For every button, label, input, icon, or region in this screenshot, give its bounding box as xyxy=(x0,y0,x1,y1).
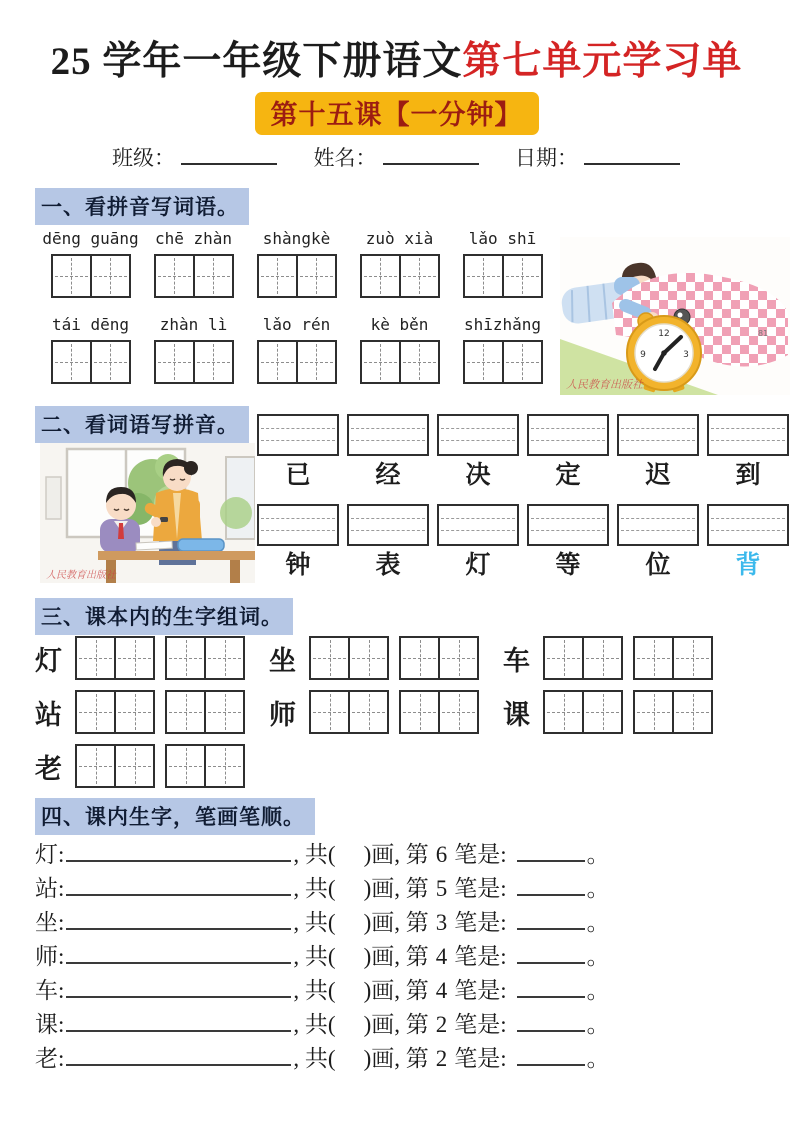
grid-cell xyxy=(672,692,711,732)
pinyin-row-2 xyxy=(42,315,551,384)
pinyin-word-group xyxy=(145,315,242,384)
grid-cell xyxy=(438,692,477,732)
pinyin-box-row-1 xyxy=(257,414,790,494)
text-gong: , 共( xyxy=(293,842,336,867)
answer-blank[interactable] xyxy=(517,958,585,964)
writing-grid[interactable] xyxy=(51,340,131,384)
word-grids xyxy=(75,690,245,734)
date-field xyxy=(515,142,680,172)
pinyin-word-group xyxy=(42,315,139,384)
word-grids xyxy=(75,744,245,788)
stroke-number: 4 xyxy=(435,978,448,1003)
pinyin-write-box[interactable] xyxy=(617,504,699,546)
text-hua-di: )画, 第 xyxy=(363,876,429,901)
text-bishi: 笔是: xyxy=(454,944,507,969)
pinyin-label: lǎo shī xyxy=(468,229,537,248)
colon: : xyxy=(58,1012,65,1037)
stroke-line xyxy=(35,838,775,872)
date-blank[interactable] xyxy=(584,159,680,165)
hanzi-prompt: 车 xyxy=(35,978,58,1003)
hanzi-prompt: 课 xyxy=(35,1012,58,1037)
colon: : xyxy=(58,1046,65,1071)
pinyin-word-group xyxy=(454,315,551,384)
grid-cell xyxy=(167,692,204,732)
period: 。 xyxy=(586,876,610,901)
hanzi-label: 到 xyxy=(735,462,761,489)
pinyin-write-box[interactable] xyxy=(527,414,609,456)
grid-cell xyxy=(296,256,335,296)
word-column xyxy=(347,504,429,584)
stroke-line xyxy=(35,940,775,974)
text-hua-di: )画, 第 xyxy=(363,842,429,867)
hanzi-label: 迟 xyxy=(645,462,671,489)
hanzi-label: 等 xyxy=(555,552,581,579)
page-title xyxy=(0,30,793,86)
section2-heading: 二、看词语写拼音。 xyxy=(35,406,249,443)
text-hua-di: )画, 第 xyxy=(363,1012,429,1037)
stroke-number: 5 xyxy=(435,876,448,901)
writing-grid[interactable] xyxy=(75,690,155,734)
grid-cell xyxy=(53,342,90,382)
period: 。 xyxy=(586,944,610,969)
grid-cell xyxy=(348,692,387,732)
hanzi-label: 灯 xyxy=(465,552,491,579)
hanzi-prompt: 坐 xyxy=(269,645,296,676)
writing-grid[interactable] xyxy=(75,636,155,680)
hanzi-prompt: 站 xyxy=(35,876,58,901)
grid-cell xyxy=(502,342,541,382)
hanzi-label: 钟 xyxy=(285,552,311,579)
grid-cell xyxy=(156,256,193,296)
text-gong: , 共( xyxy=(293,1046,336,1071)
writing-grid[interactable] xyxy=(75,744,155,788)
pinyin-write-box[interactable] xyxy=(257,414,339,456)
pinyin-write-box[interactable] xyxy=(347,414,429,456)
text-gong: , 共( xyxy=(293,910,336,935)
word-column xyxy=(437,414,519,494)
wristwatch xyxy=(160,517,168,522)
section2-answer-area xyxy=(257,414,790,584)
word-grids xyxy=(543,690,713,734)
grid-cell xyxy=(77,638,114,678)
clock-number-12: 12 xyxy=(658,329,670,339)
wall-poster xyxy=(46,477,61,519)
word-grids xyxy=(75,636,245,680)
word-column xyxy=(617,504,699,584)
answer-blank[interactable] xyxy=(517,992,585,998)
pinyin-write-box[interactable] xyxy=(437,414,519,456)
pinyin-word-group xyxy=(351,315,448,384)
pinyin-label: dēng guāng xyxy=(42,229,139,248)
stroke-order-blank[interactable] xyxy=(66,958,291,964)
answer-blank[interactable] xyxy=(517,1060,585,1066)
writing-grid[interactable] xyxy=(360,254,440,298)
compose-word-row xyxy=(35,636,737,680)
text-gong: , 共( xyxy=(293,978,336,1003)
period: 。 xyxy=(586,978,610,1003)
writing-grid[interactable] xyxy=(51,254,131,298)
writing-grid[interactable] xyxy=(399,636,479,680)
grid-cell xyxy=(399,256,438,296)
corner-number: 81 xyxy=(758,329,769,338)
pinyin-write-box[interactable] xyxy=(527,504,609,546)
classroom-illustration xyxy=(40,443,255,583)
hanzi-label: 定 xyxy=(555,462,581,489)
publisher-watermark: 人民教育出版社 xyxy=(566,379,643,391)
word-column xyxy=(257,414,339,494)
hanzi-label-highlighted: 背 xyxy=(735,552,761,579)
writing-grid[interactable] xyxy=(633,636,713,680)
word-column xyxy=(707,504,789,584)
hanzi-prompt: 师 xyxy=(35,944,58,969)
word-column xyxy=(617,414,699,494)
pinyin-row-1 xyxy=(42,229,551,298)
grid-cell xyxy=(635,638,672,678)
hanzi-prompt: 坐 xyxy=(35,910,58,935)
grid-cell xyxy=(348,638,387,678)
period: 。 xyxy=(586,842,610,867)
classroom-svg xyxy=(40,443,255,583)
page-title-red: 第七单元学习单 xyxy=(462,40,743,83)
grid-cell xyxy=(204,638,243,678)
stroke-line xyxy=(35,872,775,906)
grid-cell xyxy=(362,256,399,296)
stroke-order-blank[interactable] xyxy=(66,992,291,998)
stroke-order-blank[interactable] xyxy=(66,856,291,862)
writing-grid[interactable] xyxy=(257,254,337,298)
class-label: 班级： xyxy=(112,146,175,170)
answer-blank[interactable] xyxy=(517,890,585,896)
grid-cell xyxy=(545,638,582,678)
text-bishi: 笔是: xyxy=(454,842,507,867)
pinyin-word-group xyxy=(248,229,345,298)
answer-blank[interactable] xyxy=(517,1026,585,1032)
grid-cell xyxy=(53,256,90,296)
grid-cell xyxy=(401,692,438,732)
hanzi-label: 决 xyxy=(465,462,491,489)
colon: : xyxy=(58,978,65,1003)
sleeping-boy-illustration xyxy=(560,237,790,395)
word-column xyxy=(527,504,609,584)
stroke-line xyxy=(35,1008,775,1042)
period: 。 xyxy=(586,1046,610,1071)
hanzi-prompt: 老 xyxy=(35,753,62,784)
grid-cell xyxy=(672,638,711,678)
text-gong: , 共( xyxy=(293,876,336,901)
writing-grid[interactable] xyxy=(154,254,234,298)
text-bishi: 笔是: xyxy=(454,910,507,935)
writing-grid[interactable] xyxy=(309,690,389,734)
pinyin-write-box[interactable] xyxy=(347,504,429,546)
writing-grid[interactable] xyxy=(165,744,245,788)
grid-cell xyxy=(90,342,129,382)
grid-cell xyxy=(582,692,621,732)
section3-heading: 三、课本内的生字组词。 xyxy=(35,598,293,635)
section1-heading: 一、看拼音写词语。 xyxy=(35,188,249,225)
pinyin-word-group xyxy=(351,229,448,298)
pinyin-word-group xyxy=(248,315,345,384)
grid-cell xyxy=(399,342,438,382)
text-gong: , 共( xyxy=(293,1012,336,1037)
stroke-order-blank[interactable] xyxy=(66,924,291,930)
pencil-case xyxy=(178,539,224,551)
grid-cell xyxy=(296,342,335,382)
hanzi-prompt: 灯 xyxy=(35,842,58,867)
pinyin-label: shàngkè xyxy=(262,229,331,248)
stroke-number: 6 xyxy=(435,842,448,867)
word-column xyxy=(437,504,519,584)
stroke-number: 4 xyxy=(435,944,448,969)
writing-grid[interactable] xyxy=(360,340,440,384)
grid-cell xyxy=(114,692,153,732)
grid-cell xyxy=(438,638,477,678)
pinyin-write-box[interactable] xyxy=(437,504,519,546)
word-column xyxy=(257,504,339,584)
pinyin-label: kè běn xyxy=(370,315,429,334)
hanzi-prompt: 车 xyxy=(503,645,530,676)
hanzi-prompt: 课 xyxy=(503,699,530,730)
grid-cell xyxy=(465,256,502,296)
hanzi-prompt: 老 xyxy=(35,1046,58,1071)
period: 。 xyxy=(586,1012,610,1037)
hanzi-label: 表 xyxy=(375,552,401,579)
grid-cell xyxy=(204,746,243,786)
pinyin-word-group xyxy=(454,229,551,298)
grid-cell xyxy=(114,638,153,678)
writing-grid[interactable] xyxy=(399,690,479,734)
hanzi-label: 已 xyxy=(285,462,311,489)
text-hua-di: )画, 第 xyxy=(363,910,429,935)
writing-grid[interactable] xyxy=(309,636,389,680)
stroke-order-blank[interactable] xyxy=(66,1026,291,1032)
stroke-number: 2 xyxy=(435,1046,448,1071)
stroke-number: 3 xyxy=(435,910,448,935)
lesson-badge-row xyxy=(0,92,793,135)
grid-cell xyxy=(167,746,204,786)
grid-cell xyxy=(401,638,438,678)
colon: : xyxy=(58,910,65,935)
class-blank[interactable] xyxy=(181,159,277,165)
stroke-number: 2 xyxy=(435,1012,448,1037)
word-grids xyxy=(543,636,713,680)
name-label: 姓名： xyxy=(313,146,377,170)
grid-cell xyxy=(156,342,193,382)
grid-cell xyxy=(204,692,243,732)
grid-cell xyxy=(259,342,296,382)
grid-cell xyxy=(582,638,621,678)
compose-word-row xyxy=(35,690,737,734)
writing-grid[interactable] xyxy=(165,636,245,680)
stroke-order-blank[interactable] xyxy=(66,890,291,896)
hanzi-prompt: 师 xyxy=(269,699,296,730)
word-grids xyxy=(309,636,479,680)
answer-blank[interactable] xyxy=(517,924,585,930)
text-hua-di: )画, 第 xyxy=(363,1046,429,1071)
stroke-line xyxy=(35,974,775,1008)
word-column xyxy=(707,414,789,494)
colon: : xyxy=(58,876,65,901)
pinyin-label: tái dēng xyxy=(51,315,130,334)
word-column xyxy=(347,414,429,494)
grid-cell xyxy=(193,342,232,382)
hanzi-prompt: 灯 xyxy=(35,645,62,676)
text-bishi: 笔是: xyxy=(454,876,507,901)
stroke-order-blank[interactable] xyxy=(66,1060,291,1066)
grid-cell xyxy=(167,638,204,678)
text-gong: , 共( xyxy=(293,944,336,969)
pinyin-word-group xyxy=(42,229,139,298)
grid-cell xyxy=(193,256,232,296)
writing-grid[interactable] xyxy=(165,690,245,734)
pinyin-write-box[interactable] xyxy=(617,414,699,456)
pinyin-label: chē zhàn xyxy=(154,229,233,248)
grid-cell xyxy=(311,692,348,732)
section4-heading: 四、课内生字，笔画笔顺。 xyxy=(35,798,315,835)
grid-cell xyxy=(635,692,672,732)
compose-word-row xyxy=(35,744,737,788)
text-hua-di: )画, 第 xyxy=(363,944,429,969)
clock-number-3: 3 xyxy=(683,350,689,360)
colon: : xyxy=(58,944,65,969)
lesson-badge: 第十五课【一分钟】 xyxy=(255,92,539,135)
pinyin-label: lǎo rén xyxy=(262,315,331,334)
grid-cell xyxy=(259,256,296,296)
stroke-line xyxy=(35,906,775,940)
word-grids xyxy=(309,690,479,734)
period: 。 xyxy=(586,910,610,935)
pinyin-label: shīzhǎng xyxy=(463,315,542,334)
pinyin-write-box[interactable] xyxy=(707,504,789,546)
pinyin-label: zhàn lì xyxy=(159,315,228,334)
grid-cell xyxy=(90,256,129,296)
pinyin-label: zuò xià xyxy=(365,229,434,248)
date-label: 日期： xyxy=(515,146,578,170)
text-bishi: 笔是: xyxy=(454,1046,507,1071)
grid-cell xyxy=(77,692,114,732)
pinyin-word-group xyxy=(145,229,242,298)
writing-grid[interactable] xyxy=(543,636,623,680)
writing-grid[interactable] xyxy=(633,690,713,734)
hanzi-label: 位 xyxy=(645,552,671,579)
hanzi-label: 经 xyxy=(375,462,401,489)
text-bishi: 笔是: xyxy=(454,1012,507,1037)
writing-grid[interactable] xyxy=(543,690,623,734)
red-tie xyxy=(118,523,124,539)
class-field xyxy=(112,142,277,172)
stroke-order-lines xyxy=(35,838,775,1076)
publisher-watermark: 人民教育出版社 xyxy=(46,570,116,581)
section3-grid-area xyxy=(35,636,737,798)
grid-cell xyxy=(502,256,541,296)
sleeping-boy-svg xyxy=(560,237,790,395)
writing-grid[interactable] xyxy=(463,340,543,384)
word-column xyxy=(527,414,609,494)
pinyin-write-box[interactable] xyxy=(257,504,339,546)
writing-grid[interactable] xyxy=(154,340,234,384)
name-blank[interactable] xyxy=(383,159,479,165)
pinyin-box-row-2 xyxy=(257,504,790,584)
page-title-black: 25 学年一年级下册语文 xyxy=(50,40,463,83)
clock-number-9: 9 xyxy=(640,350,646,360)
writing-grid[interactable] xyxy=(463,254,543,298)
student-info-row xyxy=(112,142,680,172)
grid-cell xyxy=(114,746,153,786)
answer-blank[interactable] xyxy=(517,856,585,862)
grid-cell xyxy=(77,746,114,786)
stroke-line xyxy=(35,1042,775,1076)
pinyin-write-box[interactable] xyxy=(707,414,789,456)
hanzi-prompt: 站 xyxy=(35,699,62,730)
colon: : xyxy=(58,842,65,867)
grid-cell xyxy=(545,692,582,732)
grid-cell xyxy=(362,342,399,382)
text-hua-di: )画, 第 xyxy=(363,978,429,1003)
text-bishi: 笔是: xyxy=(454,978,507,1003)
grid-cell xyxy=(465,342,502,382)
writing-grid[interactable] xyxy=(257,340,337,384)
name-field xyxy=(314,142,479,172)
grid-cell xyxy=(311,638,348,678)
